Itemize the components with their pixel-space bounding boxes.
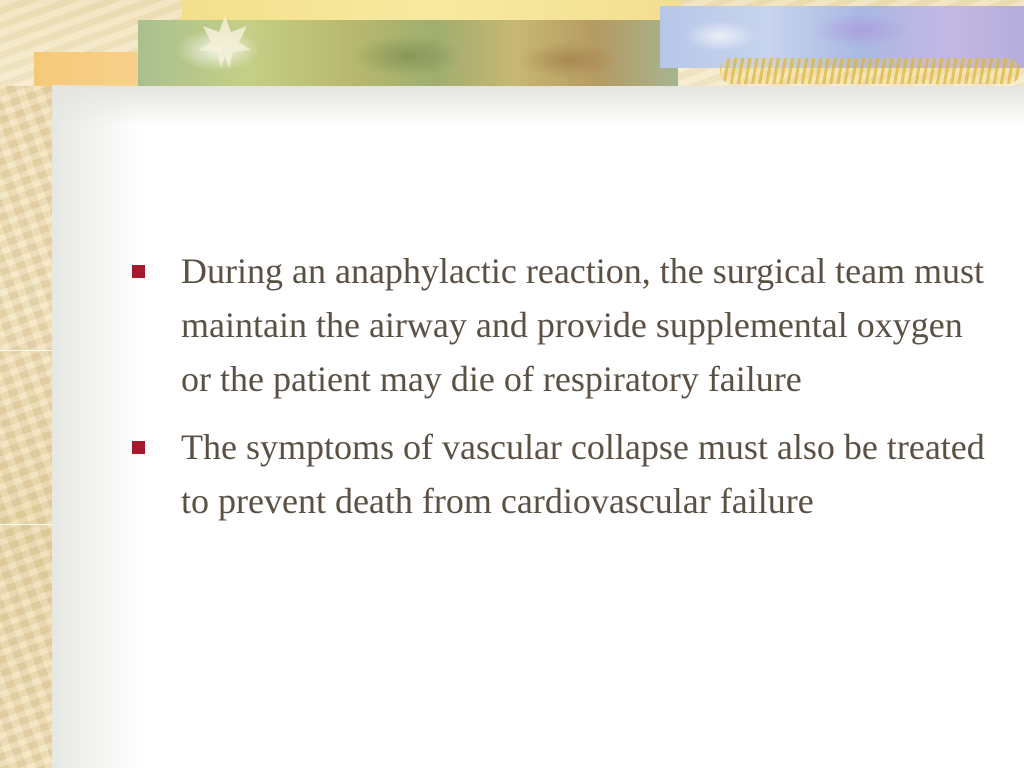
square-bullet-icon <box>132 441 145 454</box>
square-bullet-icon <box>132 265 145 278</box>
maple-leaf-icon <box>195 12 255 72</box>
banner-shadow <box>52 86 1024 126</box>
strip-seam <box>0 524 52 525</box>
banner-wheat-sprig <box>720 58 1020 84</box>
bullet-text: The symptoms of vascular collapse must also be treated to prevent death from cardiovascular failure <box>181 427 985 521</box>
left-parchment-strip <box>0 0 52 768</box>
bullet-item <box>130 420 1000 528</box>
bullet-item <box>130 244 1000 406</box>
slide-body <box>130 244 1000 542</box>
strip-shadow <box>52 85 142 768</box>
strip-seam <box>0 350 52 351</box>
banner-orange-block <box>34 52 144 86</box>
banner-gold-band <box>182 0 682 22</box>
bullet-text: During an anaphylactic reaction, the surgical team must maintain the airway and provide supplemental oxygen or the patient may die of respiratory failure <box>181 251 985 399</box>
top-decorative-banner <box>0 0 1024 86</box>
